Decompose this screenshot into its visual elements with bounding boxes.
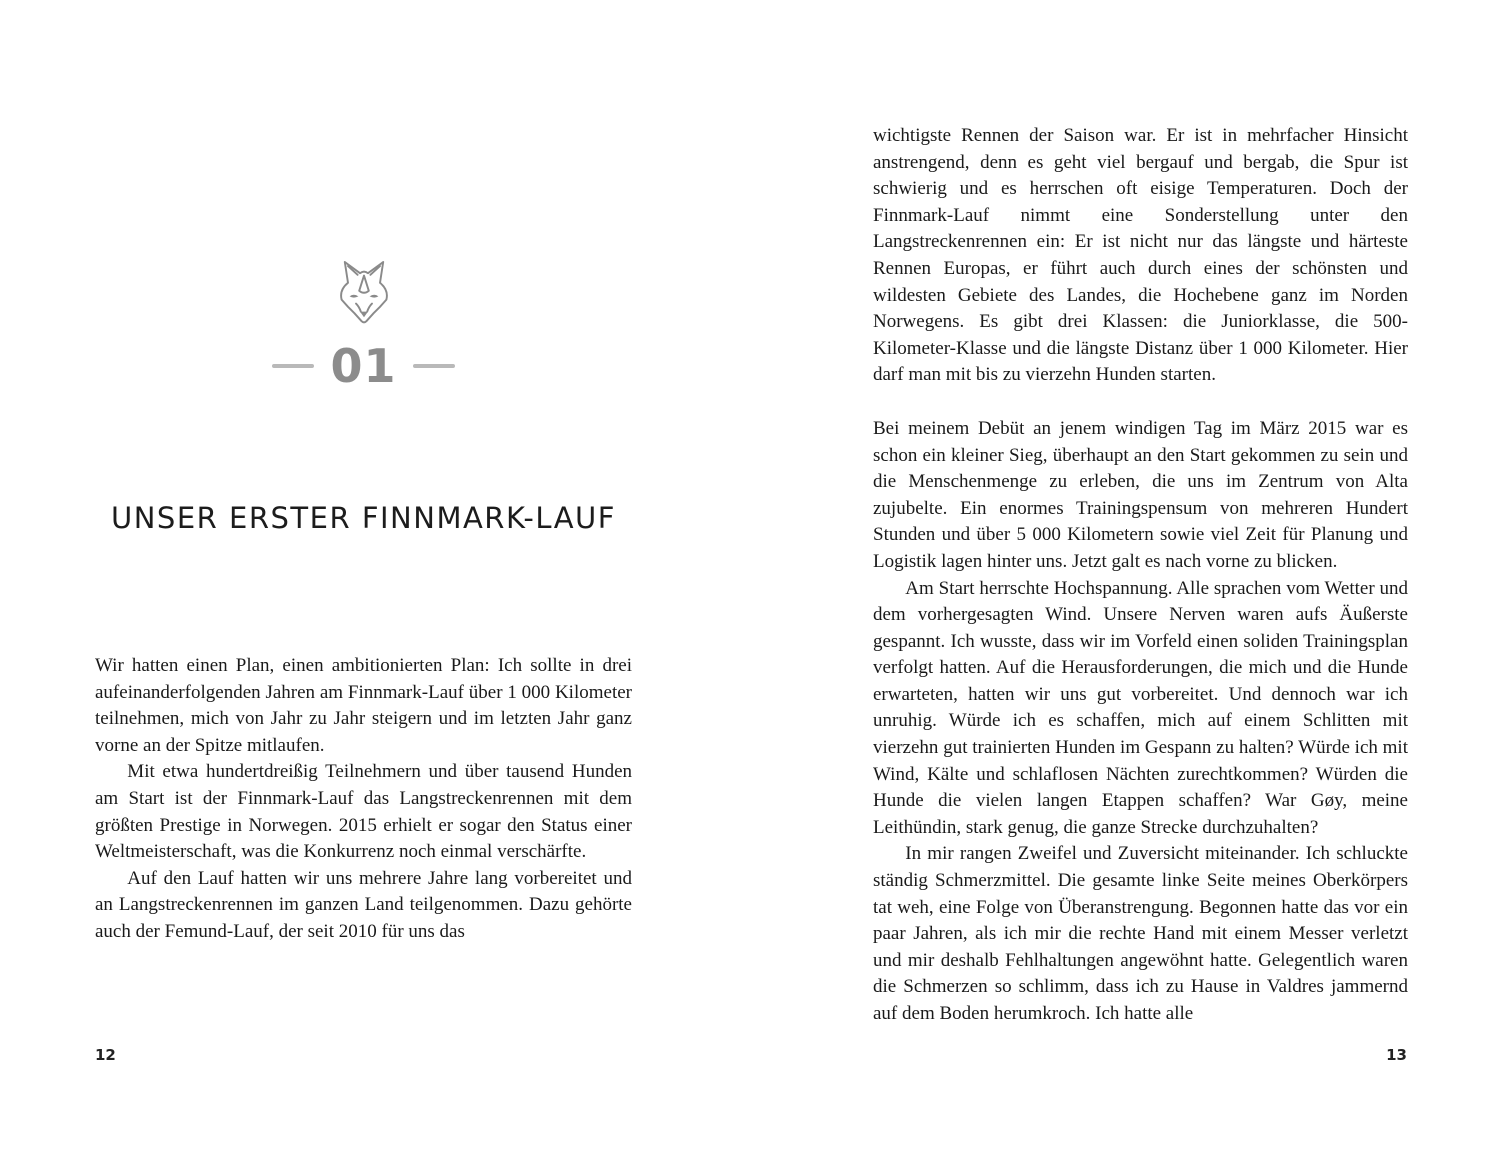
paragraph: wichtigste Rennen der Saison war. Er ist in mehrfacher Hinsicht anstrengend, denn es geht viel bergauf und bergab, die Spur ist schwierig und es herrschen oft eisige Temperaturen. Doch der Finnmark-Lauf nimmt eine Sonderstellung unter den Langstreckenrennen ein: Er ist nicht nur das längste und härteste Rennen Europas, er führt auch durch eines der schönsten und wildesten Gebiete des Landes, die Hochebene ganz im Norden Norwegens. Es gibt drei Klassen: die Juniorklasse, die 500-Kilometer-Klasse und die längste Distanz über 1 000 Kilometer. Hier darf man mit bis zu vierzehn Hunden starten. (873, 125, 1408, 386)
chapter-dash-right (413, 364, 455, 368)
page-number-left: 12 (95, 1046, 116, 1064)
chapter-opener (95, 254, 632, 339)
paragraph: Mit etwa hundertdreißig Teilnehmern und über tausend Hunden am Start ist der Finnmark-Lauf das Langstreckenrennen mit dem größten Prestige in Norwegen. 2015 erhielt er sogar den Status einer Weltmeisterschaft, was die Konkurrenz noch einmal verschärfte. (95, 761, 632, 863)
paragraph: In mir rangen Zweifel und Zuversicht miteinander. Ich schluckte ständig Schmerzmittel. Die gesamte linke Seite meines Oberkörpers tat weh, eine Folge von Überanstrengung. Begonnen hatte das vor ein paar Jahren, als ich mir die rechte Hand mit einem Messer verletzt und mir deshalb Fehlhaltungen angewöhnt hatte. Gelegentlich waren die Schmerzen so schlimm, dass ich zu Hause in Valdres jammernd auf dem Boden herumkroch. Ich hatte alle (873, 843, 1408, 1024)
left-page (95, 0, 632, 1167)
chapter-number-row (95, 339, 632, 393)
paragraph: Bei meinem Debüt an jenem windigen Tag im März 2015 war es schon ein kleiner Sieg, überhaupt an den Start gekommen zu sein und die Menschenmenge zu erleben, die uns im Zentrum von Alta zujubelte. Ein enormes Trainingspensum von mehreren Hundert Stunden und über 5 000 Kilometern sowie viel Zeit für Planung und Logistik lagen hinter uns. Jetzt galt es nach vorne zu blicken. (873, 417, 1408, 572)
right-page (873, 123, 1408, 1028)
chapter-dash-left (272, 364, 314, 368)
husky-icon (324, 321, 404, 338)
chapter-number: 01 (330, 339, 397, 393)
page-number-right: 13 (1386, 1046, 1407, 1064)
paragraph: Wir hatten einen Plan, einen ambitionierten Plan: Ich sollte in drei aufeinanderfolgenden Jahren am Finnmark-Lauf über 1 000 Kilometer teilnehmen, mich von Jahr zu Jahr steigern und im letzten Jahr ganz vorne an der Spitze mitlaufen. (95, 655, 632, 756)
paragraph: Auf den Lauf hatten wir uns mehrere Jahre lang vorbereitet und an Langstreckenrennen im ganzen Land teilgenommen. Dazu gehörte auch der Femund-Lauf, der seit 2010 für uns das (95, 867, 632, 942)
chapter-title: UNSER ERSTER FINNMARK-LAUF (111, 501, 616, 535)
left-page-text (95, 653, 632, 946)
right-page-text (873, 123, 1408, 1028)
paragraph: Am Start herrschte Hochspannung. Alle sprachen vom Wetter und dem vorhergesagten Wind. Unsere Nerven waren aufs Äußerste gespannt. Ich wusste, dass wir im Vorfeld einen soliden Trainingsplan verfolgt hatten. Auf die Herausforderungen, die mich und die Hunde erwarteten, hatten wir uns gut vorbereitet. Und dennoch war ich unruhig. Würde ich es schaffen, mich auf einem Schlitten mit vierzehn gut trainierten Hunden im Gespann zu halten? Würde ich mit Wind, Kälte und schlaflosen Nächten zurechtkommen? Würden die Hunde die vielen langen Etappen schaffen? War Gøy, meine Leithündin, stark genug, die ganze Strecke durchzuhalten? (873, 577, 1408, 838)
